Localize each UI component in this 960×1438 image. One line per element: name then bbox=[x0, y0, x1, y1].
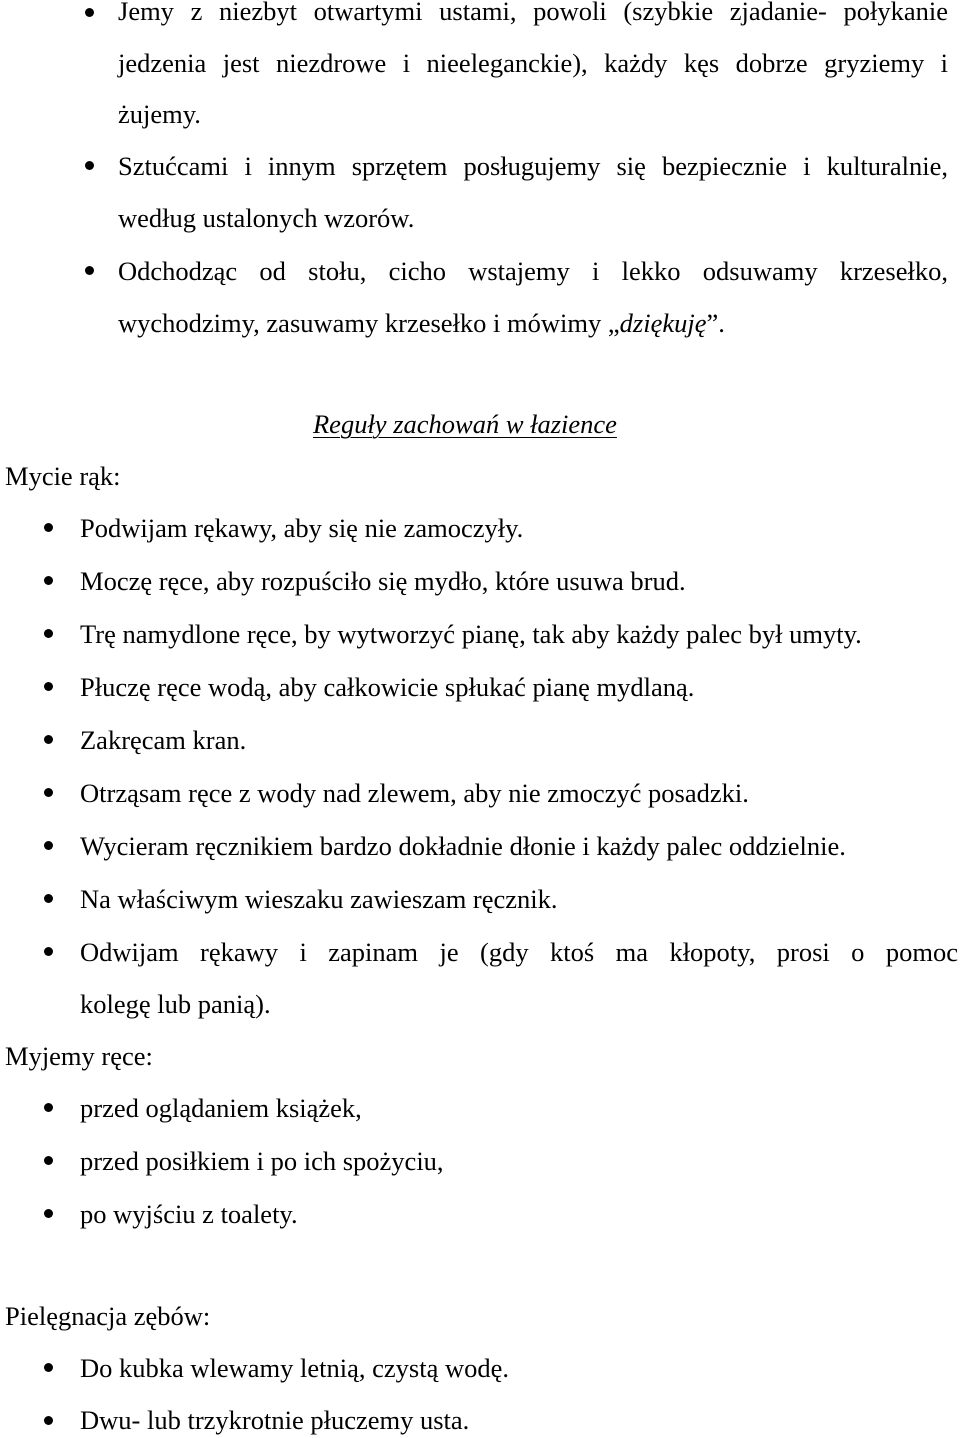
teeth-step: Dwu- lub trzykrotnie płuczemy usta. bbox=[80, 1405, 470, 1435]
handwash-step: Podwijam rękawy, aby się nie zamoczyły. bbox=[80, 513, 524, 543]
bullet-icon bbox=[44, 1209, 53, 1218]
handwash-step: Trę namydlone ręce, by wytworzyć pianę, tak aby każdy palec był umyty. bbox=[80, 619, 862, 649]
bullet-icon bbox=[44, 1156, 53, 1165]
top-item-2-line-1: Sztućcami i innym sprzętem posługujemy się bezpiecznie i kulturalnie, bbox=[118, 151, 948, 181]
when-item: po wyjściu z toalety. bbox=[80, 1199, 298, 1229]
bullet-icon bbox=[44, 682, 53, 691]
bullet-icon bbox=[85, 161, 94, 170]
handwash-label: Mycie rąk: bbox=[5, 461, 121, 491]
bullet-icon bbox=[44, 576, 53, 585]
teeth-step: Do kubka wlewamy letnią, czystą wodę. bbox=[80, 1353, 510, 1383]
handwash-last-step-line-2: kolegę lub panią). bbox=[80, 989, 271, 1019]
top-item-3-line-2 bbox=[118, 310, 725, 336]
when-label: Myjemy ręce: bbox=[5, 1041, 153, 1071]
bullet-icon bbox=[44, 788, 53, 797]
handwash-step: Na właściwym wieszaku zawieszam ręcznik. bbox=[80, 884, 558, 914]
when-item: przed posiłkiem i po ich spożyciu, bbox=[80, 1146, 444, 1176]
handwash-step: Wycieram ręcznikiem bardzo dokładnie dłonie i każdy palec oddzielnie. bbox=[80, 831, 846, 861]
bullet-icon bbox=[44, 523, 53, 532]
top-item-3-text-after: ”. bbox=[706, 308, 725, 338]
top-item-1-line-1: Jemy z niezbyt otwartymi ustami, powoli (szybkie zjadanie- połykanie bbox=[118, 0, 948, 26]
top-item-3-text-before: wychodzimy, zasuwamy krzesełko i mówimy „ bbox=[118, 308, 620, 338]
bullet-icon bbox=[85, 266, 94, 275]
bullet-icon bbox=[44, 947, 53, 956]
bullet-icon bbox=[44, 1363, 53, 1372]
teeth-label: Pielęgnacja zębów: bbox=[5, 1301, 211, 1331]
bullet-icon bbox=[44, 894, 53, 903]
bullet-icon bbox=[44, 735, 53, 744]
handwash-step: Płuczę ręce wodą, aby całkowicie spłukać pianę mydlaną. bbox=[80, 672, 695, 702]
top-item-3-italic-word: dziękuję bbox=[619, 308, 707, 338]
when-item: przed oglądaniem książek, bbox=[80, 1093, 362, 1123]
handwash-last-step-line-1: Odwijam rękawy i zapinam je (gdy ktoś ma kłopoty, prosi o pomoc bbox=[80, 937, 958, 967]
bullet-icon bbox=[44, 1103, 53, 1112]
bullet-icon bbox=[44, 629, 53, 638]
top-item-2-line-2: według ustalonych wzorów. bbox=[118, 203, 415, 233]
bullet-icon bbox=[85, 8, 94, 17]
top-item-1-line-3: żujemy. bbox=[118, 99, 201, 129]
top-item-3-line-1: Odchodząc od stołu, cicho wstajemy i lekko odsuwamy krzesełko, bbox=[118, 256, 948, 286]
bullet-icon bbox=[44, 1416, 53, 1425]
bullet-icon bbox=[44, 841, 53, 850]
handwash-step: Otrząsam ręce z wody nad zlewem, aby nie zmoczyć posadzki. bbox=[80, 778, 749, 808]
handwash-step: Moczę ręce, aby rozpuściło się mydło, które usuwa brud. bbox=[80, 566, 686, 596]
top-item-1-line-2: jedzenia jest niezdrowe i nieeleganckie), każdy kęs dobrze gryziemy i bbox=[118, 48, 948, 78]
handwash-step: Zakręcam kran. bbox=[80, 725, 247, 755]
section-heading: Reguły zachowań w łazience bbox=[313, 409, 617, 439]
